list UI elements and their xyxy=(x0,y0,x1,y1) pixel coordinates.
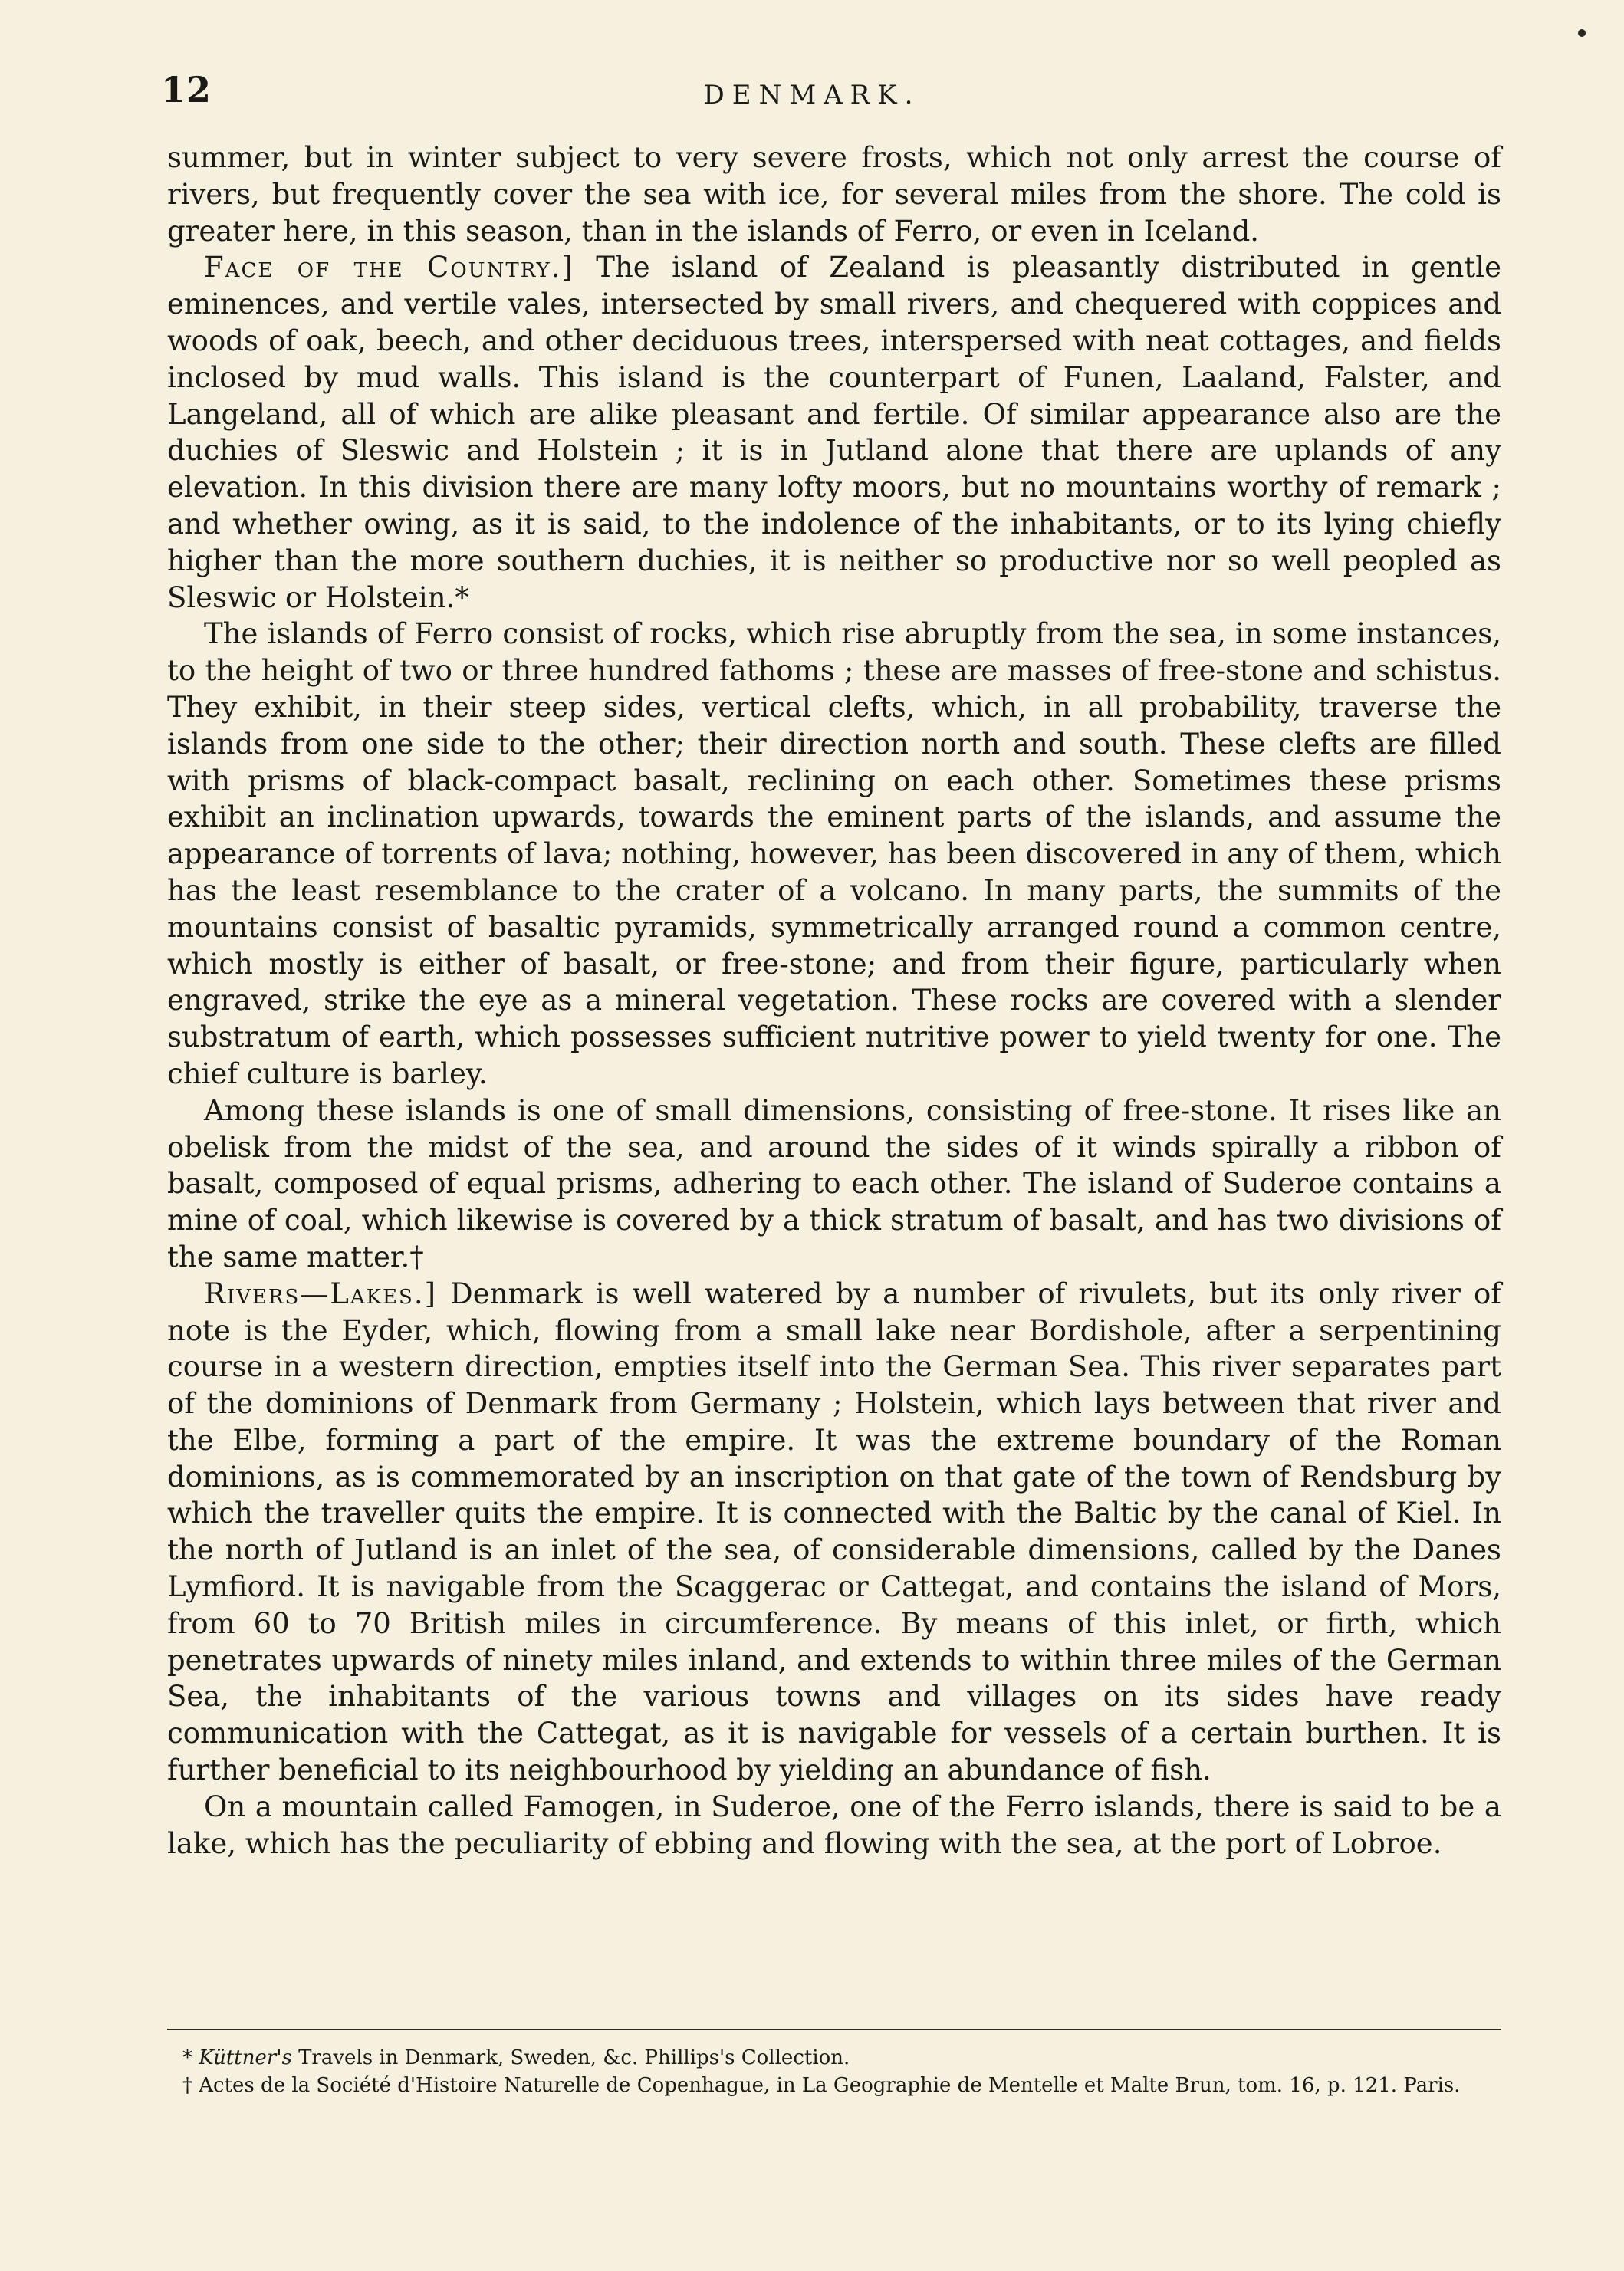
paragraph-face-of-country xyxy=(167,249,1501,616)
body-text xyxy=(167,140,1501,1862)
footnote-1 xyxy=(167,2044,1501,2072)
paragraph-famogen xyxy=(167,1789,1501,1862)
footnote-mark: † xyxy=(182,2074,199,2097)
footnote-text: Actes de la Société d'Histoire Naturelle de Copenhague, in La Geographie de Mentelle et Malte Brun, tom. 16, p. 121. Paris. xyxy=(199,2074,1461,2097)
paragraph-small-island xyxy=(167,1093,1501,1276)
paragraph-text: On a mountain called Famogen, in Suderoe, one of the Ferro islands, there is said to be a lake, which has the peculiarity of ebbing and flowing with the sea, at the port of Lobroe. xyxy=(167,1790,1501,1860)
footnote-text: Travels in Denmark, Sweden, &c. Phillips's Collection. xyxy=(291,2046,850,2069)
running-head: DENMARK. xyxy=(703,80,921,110)
footnote-2 xyxy=(167,2072,1501,2099)
ink-fleck xyxy=(1578,29,1586,37)
footnotes xyxy=(167,2044,1501,2099)
paragraph-text: The islands of Ferro consist of rocks, which rise abruptly from the sea, in some instances, to the height of two or three hundred fathoms ; these are masses of free-stone and schistus. They exhibit, in their steep sides, vertical clefts, which, in all probability, traverse the islands from one side to the other; their direction north and south. These clefts are filled with prisms of black-compact basalt, reclining on each other. Sometimes these prisms exhibit an inclination upwards, towards the eminent parts of the islands, and assume the appearance of torrents of lava; nothing, however, has been discovered in any of them, which has the least resemblance to the crater of a volcano. In many parts, the summits of the mountains consist of basaltic pyramids, symmetrically arranged round a common centre, which mostly is either of basalt, or free-stone; and from their figure, particularly when engraved, strike the eye as a mineral vegetation. These rocks are covered with a slender substratum of earth, which possesses sufficient nutritive power to yield twenty for one. The chief culture is barley. xyxy=(167,617,1501,1090)
paragraph-text: The island of Zealand is pleasantly distributed in gentle eminences, and vertile vales, intersected by small rivers, and chequered with coppices and woods of oak, beech, and other deciduous trees, interspersed with neat cottages, and fields inclosed by mud walls. This island is the counterpart of Funen, Laaland, Falster, and Langeland, all of which are alike pleasant and fertile. Of similar appearance also are the duchies of Sleswic and Holstein ; it is in Jutland alone that there are uplands of any elevation. In this division there are many lofty moors, but no mountains worthy of remark ; and whether owing, as it is said, to the indolence of the inhabitants, or to its lying chiefly higher than the more southern duchies, it is neither so productive nor so well peopled as Sleswic or Holstein.* xyxy=(167,251,1501,614)
page-number: 12 xyxy=(161,69,212,110)
paragraph-rivers-lakes xyxy=(167,1276,1501,1789)
paragraph-text: Denmark is well watered by a number of rivulets, but its only river of note is the Eyder, which, flowing from a small lake near Bordishole, after a serpentining course in a western direction, empties itself into the German Sea. This river separates part of the dominions of Denmark from Germany ; Holstein, which lays between that river and the Elbe, forming a part of the empire. It was the extreme boundary of the Roman dominions, as is commemorated by an inscription on that gate of the town of Rendsburg by which the traveller quits the empire. It is connected with the Baltic by the canal of Kiel. In the north of Jutland is an inlet of the sea, of considerable dimensions, called by the Danes Lymfiord. It is navigable from the Scaggerac or Cattegat, and contains the island of Mors, from 60 to 70 British miles in circumference. By means of this inlet, or firth, which penetrates upwards of ninety miles inland, and extends to within three miles of the German Sea, the inhabitants of the various towns and villages on its sides have ready communication with the Cattegat, as it is navigable for vessels of a certain burthen. It is further beneficial to its neighbourhood by yielding an abundance of fish. xyxy=(167,1277,1501,1787)
footnote-author: Küttner's xyxy=(199,2046,292,2069)
paragraph-ferro-islands xyxy=(167,616,1501,1092)
footnote-rule xyxy=(167,2029,1501,2030)
footnote-mark: * xyxy=(182,2046,199,2069)
section-heading-face-of-country: Face of the Country.] xyxy=(204,251,574,284)
paragraph-text: Among these islands is one of small dimensions, consisting of free-stone. It rises like an obelisk from the midst of the sea, and around the sides of it winds spirally a ribbon of basalt, composed of equal prisms, adhering to each other. The island of Suderoe contains a mine of coal, which likewise is covered by a thick stratum of basalt, and has two divisions of the same matter.† xyxy=(167,1093,1501,1274)
paragraph-climate xyxy=(167,140,1501,249)
paragraph-text: summer, but in winter subject to very severe frosts, which not only arrest the course of rivers, but frequently cover the sea with ice, for several miles from the shore. The cold is greater here, in this season, than in the islands of Ferro, or even in Iceland. xyxy=(167,141,1501,248)
section-heading-rivers-lakes: Rivers—Lakes.] xyxy=(204,1277,438,1310)
